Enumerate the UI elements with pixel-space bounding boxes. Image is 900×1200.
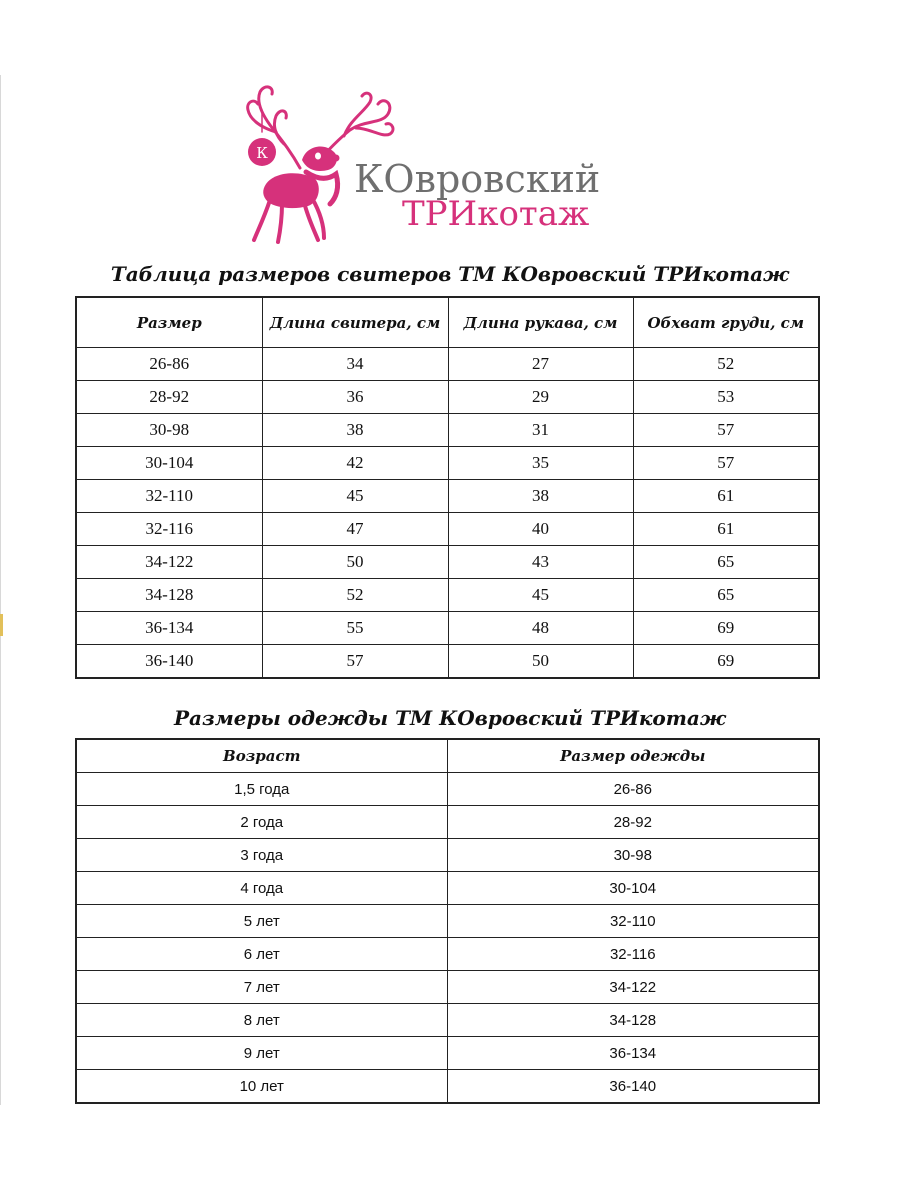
cell-sweater-length: 45 — [262, 480, 448, 513]
table-row — [76, 414, 819, 447]
cell-size: 28-92 — [76, 381, 262, 414]
cell-size: 32-110 — [76, 480, 262, 513]
table-row — [76, 381, 819, 414]
header-sweater-length: Длина свитера, см — [262, 297, 448, 348]
table-row — [76, 645, 819, 679]
cell-sweater-length: 47 — [262, 513, 448, 546]
table-row — [76, 938, 819, 971]
cell-sleeve-length: 35 — [448, 447, 633, 480]
cell-chest-girth: 65 — [633, 579, 819, 612]
cell-clothing-size: 28-92 — [447, 806, 819, 839]
cell-clothing-size: 34-128 — [447, 1004, 819, 1037]
cell-age: 9 лет — [76, 1037, 447, 1070]
cell-sweater-length: 38 — [262, 414, 448, 447]
table-row — [76, 546, 819, 579]
brand-logo — [232, 80, 672, 250]
cell-chest-girth: 57 — [633, 447, 819, 480]
cell-chest-girth: 61 — [633, 513, 819, 546]
table-row — [76, 348, 819, 381]
cell-sweater-length: 42 — [262, 447, 448, 480]
cell-sleeve-length: 27 — [448, 348, 633, 381]
cell-age: 8 лет — [76, 1004, 447, 1037]
cell-chest-girth: 61 — [633, 480, 819, 513]
reindeer-logo-graphic — [232, 80, 672, 250]
cell-age: 3 года — [76, 839, 447, 872]
table-row — [76, 872, 819, 905]
cell-sleeve-length: 43 — [448, 546, 633, 579]
cell-size: 34-122 — [76, 546, 262, 579]
cell-sleeve-length: 29 — [448, 381, 633, 414]
header-age: Возраст — [76, 739, 447, 773]
logo-badge-letter: К — [256, 144, 268, 162]
cell-sleeve-length: 40 — [448, 513, 633, 546]
table-row — [76, 1037, 819, 1070]
cell-age: 4 года — [76, 872, 447, 905]
page-edge-line — [0, 75, 1, 1105]
cell-sleeve-length: 31 — [448, 414, 633, 447]
header-chest-girth: Обхват груди, см — [633, 297, 819, 348]
cell-chest-girth: 57 — [633, 414, 819, 447]
logo-wordmark-line2: ТРИкотаж — [402, 194, 590, 234]
table-row — [76, 806, 819, 839]
cell-chest-girth: 69 — [633, 612, 819, 645]
cell-chest-girth: 65 — [633, 546, 819, 579]
cell-sleeve-length: 50 — [448, 645, 633, 679]
sweater-table-header-row — [76, 297, 819, 348]
header-size: Размер — [76, 297, 262, 348]
cell-age: 6 лет — [76, 938, 447, 971]
cell-size: 36-134 — [76, 612, 262, 645]
table-row — [76, 1004, 819, 1037]
table-row — [76, 480, 819, 513]
cell-clothing-size: 32-116 — [447, 938, 819, 971]
table-row — [76, 447, 819, 480]
table-row — [76, 905, 819, 938]
table-row — [76, 971, 819, 1004]
cell-chest-girth: 53 — [633, 381, 819, 414]
cell-sleeve-length: 45 — [448, 579, 633, 612]
cell-clothing-size: 30-98 — [447, 839, 819, 872]
cell-size: 34-128 — [76, 579, 262, 612]
cell-age: 2 года — [76, 806, 447, 839]
cell-chest-girth: 52 — [633, 348, 819, 381]
cell-clothing-size: 26-86 — [447, 773, 819, 806]
page-edge-mark — [0, 614, 3, 636]
logo-wordmark-line1: КОвровский — [354, 157, 601, 201]
cell-size: 30-98 — [76, 414, 262, 447]
table-row — [76, 513, 819, 546]
clothing-size-table — [75, 738, 820, 1104]
cell-sweater-length: 50 — [262, 546, 448, 579]
table-row — [76, 612, 819, 645]
cell-clothing-size: 32-110 — [447, 905, 819, 938]
cell-sweater-length: 55 — [262, 612, 448, 645]
cell-size: 30-104 — [76, 447, 262, 480]
cell-age: 1,5 года — [76, 773, 447, 806]
header-clothing-size: Размер одежды — [447, 739, 819, 773]
clothing-table-header-row — [76, 739, 819, 773]
clothing-table-title: Размеры одежды ТМ КОвровский ТРИкотаж — [174, 706, 726, 730]
cell-age: 7 лет — [76, 971, 447, 1004]
cell-sweater-length: 34 — [262, 348, 448, 381]
cell-age: 5 лет — [76, 905, 447, 938]
sweater-table-title: Таблица размеров свитеров ТМ КОвровский ТРИкотаж — [110, 262, 790, 286]
cell-sleeve-length: 38 — [448, 480, 633, 513]
cell-age: 10 лет — [76, 1070, 447, 1104]
table-row — [76, 579, 819, 612]
cell-sweater-length: 52 — [262, 579, 448, 612]
cell-chest-girth: 69 — [633, 645, 819, 679]
cell-clothing-size: 34-122 — [447, 971, 819, 1004]
cell-size: 36-140 — [76, 645, 262, 679]
cell-clothing-size: 36-140 — [447, 1070, 819, 1104]
cell-sweater-length: 36 — [262, 381, 448, 414]
sweater-size-table — [75, 296, 820, 679]
table-row — [76, 839, 819, 872]
cell-sleeve-length: 48 — [448, 612, 633, 645]
table-row — [76, 773, 819, 806]
cell-sweater-length: 57 — [262, 645, 448, 679]
cell-clothing-size: 36-134 — [447, 1037, 819, 1070]
header-sleeve-length: Длина рукава, см — [448, 297, 633, 348]
cell-size: 32-116 — [76, 513, 262, 546]
table-row — [76, 1070, 819, 1104]
cell-clothing-size: 30-104 — [447, 872, 819, 905]
cell-size: 26-86 — [76, 348, 262, 381]
